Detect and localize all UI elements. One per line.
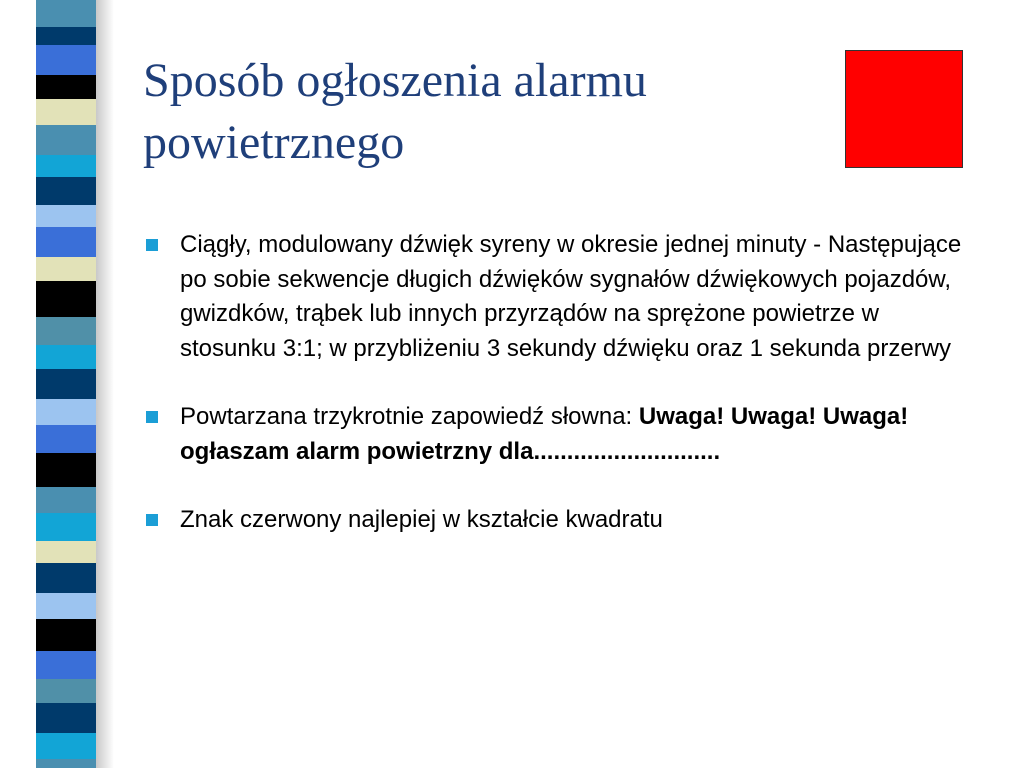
stripe-band bbox=[36, 177, 96, 205]
square-bullet-icon bbox=[146, 411, 158, 423]
stripe-band bbox=[36, 369, 96, 399]
stripe-band bbox=[36, 541, 96, 563]
red-square-alarm-sign bbox=[845, 50, 963, 168]
square-bullet-icon bbox=[146, 239, 158, 251]
stripe-band bbox=[36, 679, 96, 703]
bullet-bold-text: Uwaga! Uwaga! Uwaga! ogłaszam alarm powietrzny dla............................ bbox=[180, 403, 909, 465]
decorative-stripe bbox=[36, 0, 96, 768]
bullet-text: Powtarzana trzykrotnie zapowiedź słowna: bbox=[180, 403, 639, 430]
stripe-band bbox=[36, 487, 96, 513]
stripe-band bbox=[36, 155, 96, 177]
stripe-band bbox=[36, 0, 96, 27]
stripe-band bbox=[36, 513, 96, 541]
square-bullet-icon bbox=[146, 514, 158, 526]
stripe-band bbox=[36, 399, 96, 425]
stripe-band bbox=[36, 27, 96, 45]
stripe-band bbox=[36, 703, 96, 733]
bullet-item-siren bbox=[143, 228, 963, 366]
stripe-band bbox=[36, 45, 96, 75]
stripe-shadow bbox=[96, 0, 114, 768]
bullet-text: Ciągły, modulowany dźwięk syreny w okresie jednej minuty - Następujące po sobie sekwencje długich dźwięków sygnałów dźwiękowych pojazdów, gwizdków, trąbek lub innych przyrządów na sprężone powietrze w stosunku 3:1; w przybliżeniu 3 sekundy dźwięku oraz 1 sekunda przerwy bbox=[180, 231, 962, 362]
stripe-band bbox=[36, 733, 96, 759]
bullet-item-announcement bbox=[143, 400, 963, 469]
stripe-band bbox=[36, 125, 96, 155]
stripe-band bbox=[36, 317, 96, 345]
stripe-band bbox=[36, 453, 96, 487]
stripe-band bbox=[36, 257, 96, 281]
bullet-item-red-sign bbox=[143, 503, 963, 538]
stripe-band bbox=[36, 593, 96, 619]
stripe-band bbox=[36, 619, 96, 651]
stripe-band bbox=[36, 75, 96, 99]
stripe-band bbox=[36, 651, 96, 679]
bullet-list bbox=[143, 228, 963, 572]
stripe-band bbox=[36, 205, 96, 227]
stripe-band bbox=[36, 563, 96, 593]
stripe-band bbox=[36, 425, 96, 453]
stripe-band bbox=[36, 345, 96, 369]
stripe-band bbox=[36, 227, 96, 257]
bullet-text: Znak czerwony najlepiej w kształcie kwadratu bbox=[180, 506, 663, 533]
stripe-band bbox=[36, 99, 96, 125]
slide-title: Sposób ogłoszenia alarmu powietrznego bbox=[143, 54, 647, 169]
stripe-band bbox=[36, 281, 96, 317]
stripe-band bbox=[36, 759, 96, 768]
